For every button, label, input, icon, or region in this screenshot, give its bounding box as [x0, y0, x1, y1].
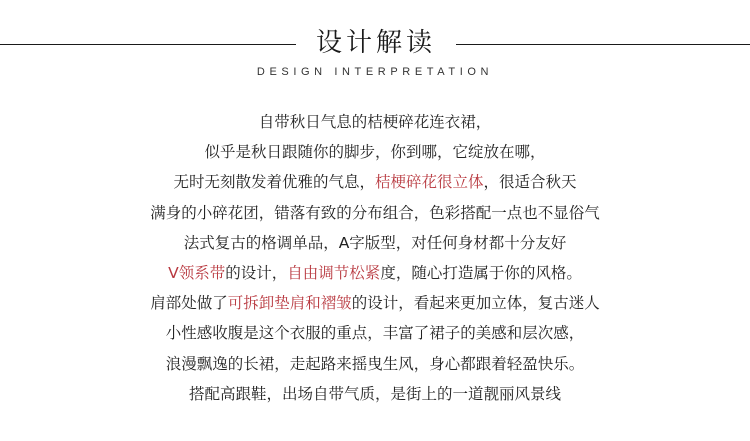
section-subtitle: DESIGN INTERPRETATION [256, 66, 494, 78]
description-line [0, 288, 750, 318]
line-text: 浪漫飘逸的长裙，走起路来摇曳生风，身心都跟着轻盈快乐。 [165, 354, 585, 373]
description-body [0, 107, 750, 409]
description-line [0, 137, 750, 167]
highlight-text: 桔梗碎花很立体 [374, 173, 484, 192]
divider-right [456, 44, 750, 45]
highlight-text: 可拆卸垫肩和褶皱 [227, 294, 352, 313]
description-line [0, 107, 750, 137]
line-text: 的设计， [225, 264, 288, 283]
line-text: 法式复古的格调单品，A字版型，对任何身材都十分友好 [183, 233, 567, 252]
line-text: 小性感收腹是这个衣服的重点，丰富了裙子的美感和层次感， [165, 324, 585, 343]
line-text: 自带秋日气息的桔梗碎花连衣裙， [258, 113, 492, 131]
description-line [0, 167, 750, 197]
line-text: 度，随心打造属于你的风格。 [380, 264, 582, 283]
line-text: 满身的小碎花团，错落有致的分布组合，色彩搭配一点也不显俗气 [150, 203, 600, 222]
description-line [0, 228, 750, 258]
description-line [0, 198, 750, 228]
description-line [0, 258, 750, 288]
line-text: 的设计，看起来更加立体，复古迷人 [351, 294, 600, 313]
description-line [0, 318, 750, 348]
description-line [0, 379, 750, 409]
line-text: 似乎是秋日跟随你的脚步，你到哪，它绽放在哪， [204, 143, 546, 162]
description-line [0, 349, 750, 379]
line-text: 肩部处做了 [150, 294, 228, 313]
highlight-text: 自由调节松紧 [287, 264, 381, 283]
line-text: 搭配高跟鞋，出场自带气质，是街上的一道靓丽风景线 [188, 384, 561, 403]
section-title: 设计解读 [315, 28, 436, 58]
highlight-text: V领系带 [168, 264, 226, 283]
divider-left [0, 44, 296, 45]
section-header [0, 0, 750, 90]
line-text: 无时无刻散发着优雅的气息， [173, 173, 375, 192]
line-text: ，很适合秋天 [483, 173, 577, 192]
